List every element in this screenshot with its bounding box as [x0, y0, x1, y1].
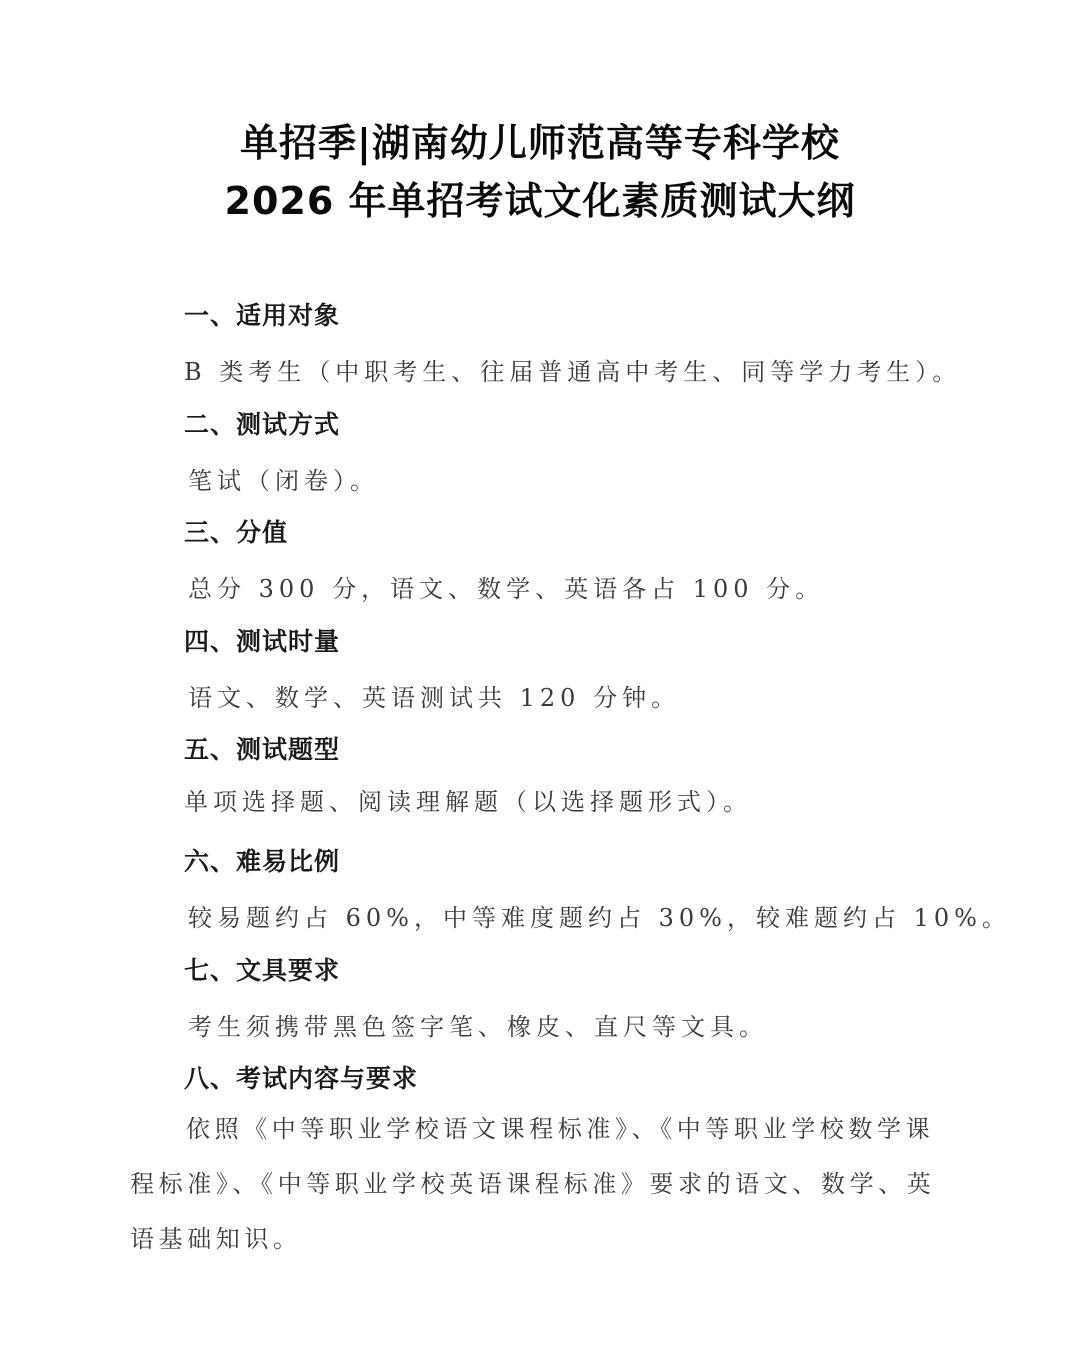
document-title-line-2: 2026 年单招考试文化素质测试大纲 [224, 179, 856, 223]
section-body-7: 考生须携带黑色签字笔、橡皮、直尺等文具。 [188, 1013, 768, 1041]
section-body-5: 单项选择题、阅读理解题（以选择题形式）。 [184, 788, 752, 816]
section-body-2: 笔试（闭卷）。 [188, 467, 379, 495]
section-body-6: 较易题约占 60%，中等难度题约占 30%，较难题约占 10%。 [188, 904, 1011, 932]
section-heading-2: 二、测试方式 [184, 410, 341, 439]
section-body-1: B 类考生（中职考生、往届普通高中考生、同等学力考生）。 [184, 358, 962, 386]
section-heading-4: 四、测试时量 [184, 627, 341, 656]
section-heading-3: 三、分值 [184, 518, 289, 547]
section-body-3: 总分 300 分，语文、数学、英语各占 100 分。 [188, 575, 825, 603]
section-heading-1: 一、适用对象 [184, 301, 341, 330]
section-body-8: 依照《中等职业学校语文课程标准》、《中等职业学校数学课程标准》、《中等职业学校英语课程标准》要求的语文、数学、英语基础知识。 [130, 1115, 936, 1253]
section-heading-7: 七、文具要求 [184, 956, 341, 985]
section-heading-6: 六、难易比例 [184, 847, 341, 876]
section-heading-8: 八、考试内容与要求 [184, 1064, 419, 1093]
section-body-4: 语文、数学、英语测试共 120 分钟。 [188, 684, 681, 712]
document-title-line-1: 单招季|湖南幼儿师范高等专科学校 [240, 121, 840, 165]
section-heading-5: 五、测试题型 [184, 735, 341, 764]
